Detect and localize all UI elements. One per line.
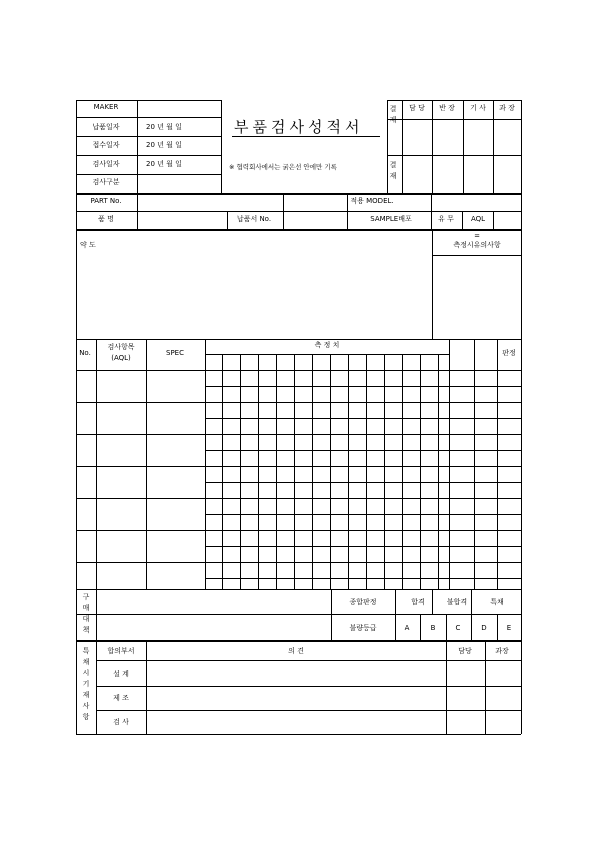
- grid-line-h: [96, 660, 521, 661]
- receipt-date-label: 접수일자: [92, 141, 120, 149]
- overall-label: 종합판정: [349, 598, 377, 606]
- grade-a[interactable]: A: [404, 624, 410, 632]
- grid-line-v: [432, 589, 433, 614]
- grid-line-v: [446, 640, 447, 734]
- grid-line-h: [76, 614, 521, 615]
- grid-line-v: [347, 193, 348, 229]
- grid-line-h: [96, 710, 521, 711]
- grid-line-v: [384, 354, 385, 589]
- grid-line-v: [474, 339, 475, 589]
- grid-line-v: [76, 193, 77, 229]
- grid-line-v: [402, 354, 403, 589]
- item-header: 검사항목: [107, 343, 135, 351]
- grid-line-v: [96, 339, 97, 589]
- grid-line-h: [96, 686, 521, 687]
- page-title: 부품검사성적서: [234, 118, 364, 136]
- grid-line-v: [449, 339, 450, 589]
- grid-line-v: [432, 229, 433, 339]
- approval-col-staff: 담 당: [409, 104, 425, 112]
- fail-option[interactable]: 불합격: [446, 598, 468, 606]
- grid-line-h: [76, 211, 521, 212]
- staff-header: 담당: [458, 647, 472, 655]
- delivery-date-field[interactable]: 20 년 월 일: [146, 123, 182, 131]
- grid-line-v: [521, 339, 522, 589]
- approval-col-manager: 과 장: [499, 104, 515, 112]
- sketch-label: 약 도: [80, 241, 96, 249]
- grid-line-v: [312, 354, 313, 589]
- grid-line-v: [521, 193, 522, 229]
- grid-line-v: [446, 614, 447, 640]
- approval-label-top: 결재: [389, 105, 397, 124]
- grid-line-v: [137, 100, 138, 193]
- grid-line-h: [76, 640, 521, 642]
- approval-col-foreman: 반 장: [439, 104, 455, 112]
- measure-note-label: 측정시유의사항: [453, 241, 501, 249]
- grid-line-v: [76, 229, 77, 339]
- grid-line-h: [76, 339, 521, 340]
- grid-line-h: [76, 136, 221, 137]
- title-underline: [232, 136, 380, 137]
- review-row-inspection: 검 사: [113, 718, 129, 726]
- grid-line-v: [521, 589, 522, 640]
- grid-line-v: [471, 614, 472, 640]
- grid-line-v: [521, 229, 522, 339]
- grade-d[interactable]: D: [481, 624, 487, 632]
- grid-line-v: [76, 640, 77, 734]
- part-no-label: PART No.: [90, 197, 122, 205]
- grid-line-v: [222, 354, 223, 589]
- form-note: ※ 협력회사에서는 굵은선 안에만 기록: [229, 163, 337, 171]
- inspection-date-field[interactable]: 20 년 월 일: [146, 160, 182, 168]
- inspection-date-label: 검사일자: [92, 160, 120, 168]
- opinion-header: 의 견: [288, 647, 304, 655]
- review-row-design: 설 계: [113, 670, 129, 678]
- grid-line-v: [276, 354, 277, 589]
- grid-line-h: [76, 174, 221, 175]
- grid-line-h: [76, 117, 221, 118]
- delivery-no-label: 납품서 No.: [236, 215, 272, 223]
- grid-line-v: [420, 614, 421, 640]
- grid-line-v: [330, 354, 331, 589]
- grid-line-v: [258, 354, 259, 589]
- aql-label: AQL: [470, 215, 486, 223]
- grid-line-v: [462, 211, 463, 229]
- special-option[interactable]: 특채: [490, 598, 504, 606]
- approval-label-bottom: 결재: [389, 161, 397, 180]
- receipt-date-field[interactable]: 20 년 월 일: [146, 141, 182, 149]
- yumu-label: 유 무: [438, 215, 454, 223]
- grid-line-v: [438, 354, 439, 589]
- inspection-type-label: 검사구분: [92, 178, 120, 186]
- buyer-label: 구매대책: [82, 593, 90, 634]
- grid-line-h: [387, 155, 521, 156]
- grid-line-v: [366, 354, 367, 589]
- grid-line-h: [76, 229, 521, 231]
- grid-line-v: [96, 640, 97, 734]
- grid-line-v: [331, 589, 332, 640]
- grid-line-v: [493, 211, 494, 229]
- grid-line-v: [485, 640, 486, 734]
- grid-line-v: [493, 100, 494, 193]
- grid-line-h: [76, 589, 521, 590]
- grid-line-v: [221, 100, 222, 193]
- grid-line-v: [96, 589, 97, 640]
- grid-line-v: [137, 193, 138, 229]
- values-header: 측 정 치: [314, 341, 340, 349]
- grade-c[interactable]: C: [455, 624, 461, 632]
- grid-line-v: [420, 354, 421, 589]
- grid-line-v: [146, 640, 147, 734]
- grid-line-v: [283, 193, 284, 229]
- defect-grade-label: 불량등급: [349, 624, 377, 632]
- grade-b[interactable]: B: [430, 624, 436, 632]
- sample-label: SAMPLE배포: [370, 215, 412, 223]
- grid-line-v: [76, 100, 77, 193]
- equals-mark: =: [474, 232, 480, 240]
- dept-header: 합의부서: [107, 647, 135, 655]
- grid-line-h: [387, 119, 521, 120]
- grid-line-v: [521, 640, 522, 734]
- grid-line-h: [76, 734, 521, 735]
- grid-line-v: [205, 339, 206, 589]
- grid-line-v: [497, 339, 498, 589]
- manager-header: 과장: [495, 647, 509, 655]
- grid-line-v: [395, 589, 396, 640]
- review-row-manufacture: 제 조: [113, 694, 129, 702]
- maker-label: MAKER: [93, 103, 119, 111]
- grid-line-v: [227, 211, 228, 229]
- grid-line-h: [76, 155, 221, 156]
- grid-line-v: [240, 354, 241, 589]
- grid-line-v: [432, 100, 433, 193]
- grid-line-h: [205, 354, 449, 355]
- grid-line-h: [76, 193, 521, 195]
- grid-line-v: [348, 354, 349, 589]
- judge-header: 판정: [502, 349, 516, 357]
- grid-line-v: [497, 614, 498, 640]
- delivery-date-label: 납품일자: [92, 123, 120, 131]
- grid-line-h: [387, 100, 521, 101]
- pass-option[interactable]: 합격: [411, 598, 425, 606]
- spec-header: SPEC: [166, 349, 184, 357]
- part-name-label: 품 명: [98, 215, 114, 223]
- grid-line-v: [402, 100, 403, 193]
- approval-col-engineer: 기 사: [470, 104, 486, 112]
- grid-line-h: [432, 255, 521, 256]
- special-note-label: 특채시기재사항: [82, 647, 90, 721]
- grid-line-v: [431, 193, 432, 229]
- grid-line-v: [463, 100, 464, 193]
- grid-line-v: [76, 339, 77, 589]
- grid-line-v: [521, 100, 522, 193]
- grid-line-v: [146, 339, 147, 589]
- grade-e[interactable]: E: [506, 624, 512, 632]
- grid-line-v: [76, 589, 77, 640]
- grid-line-v: [294, 354, 295, 589]
- grid-line-h: [76, 100, 221, 101]
- grid-line-v: [471, 589, 472, 614]
- item-aql-header: (AQL): [111, 354, 131, 362]
- model-label: 적용 MODEL.: [350, 197, 394, 205]
- no-header: No.: [79, 349, 91, 357]
